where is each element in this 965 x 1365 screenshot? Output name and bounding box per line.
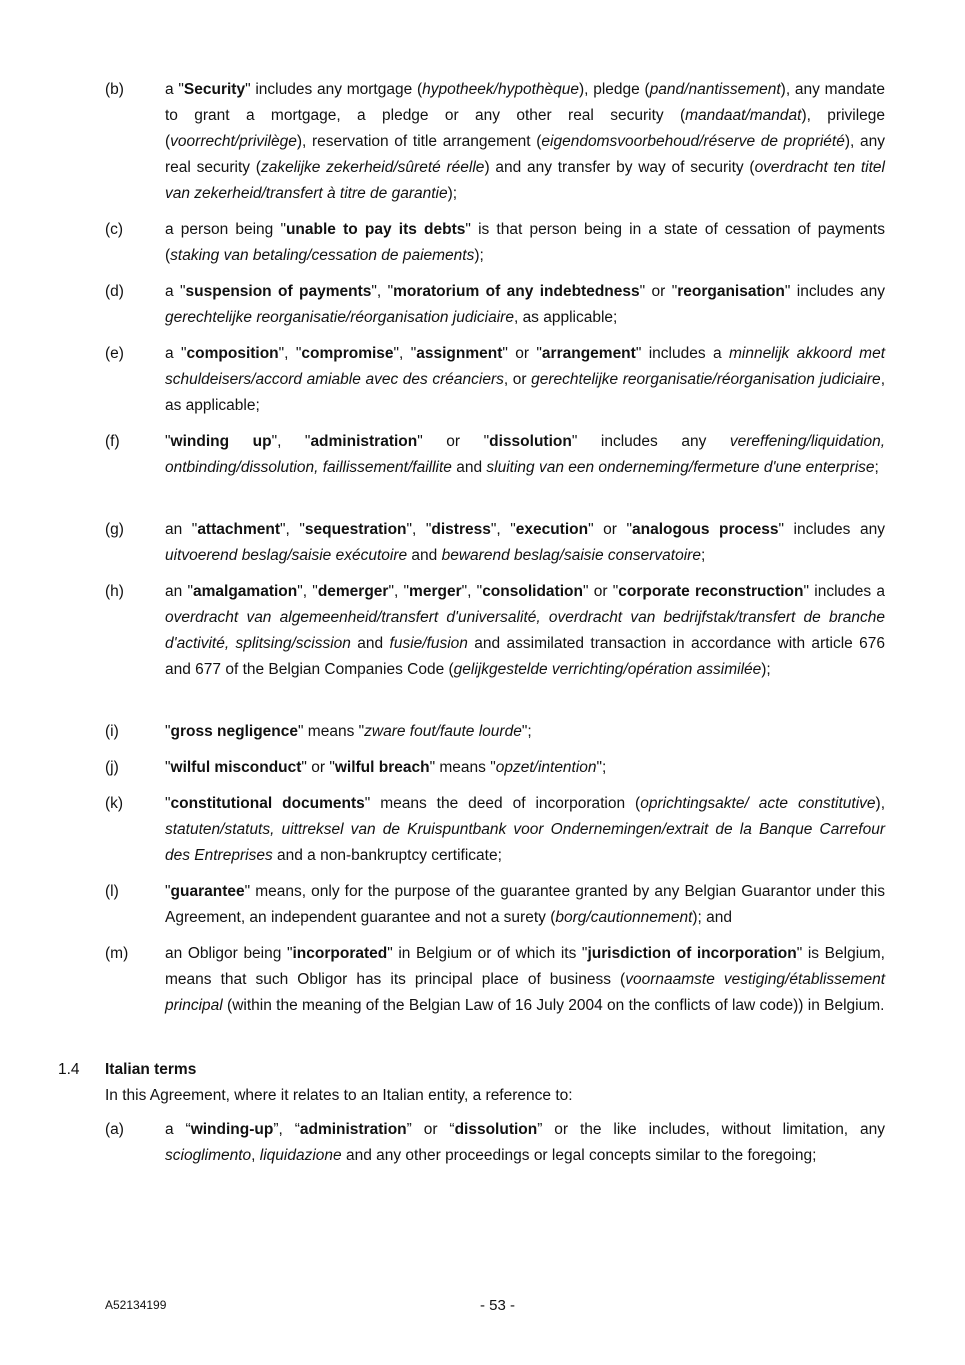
defined-term: administration [299, 1121, 407, 1138]
foreign-term: gerechtelijke reorganisatie/réorganisation judiciaire [531, 371, 881, 388]
text-run: ), [875, 795, 885, 812]
text-run: ", " [280, 521, 305, 538]
foreign-term: liquidazione [259, 1147, 342, 1164]
defined-term: administration [310, 433, 418, 450]
text-run: ); [447, 185, 458, 202]
text-run: ", " [297, 583, 318, 600]
text-run: and a non-bankruptcy certificate; [272, 847, 502, 864]
text-run: " [165, 883, 171, 900]
text-run: ", " [388, 583, 410, 600]
foreign-term: oprichtingsakte/ acte constitutive [640, 795, 876, 812]
text-run: " [165, 795, 171, 812]
clause-item-g [105, 517, 885, 569]
text-run: a " [165, 345, 187, 362]
defined-term: guarantee [170, 883, 245, 900]
clause-item-l [105, 879, 885, 931]
text-run: , as applicable; [513, 309, 618, 326]
clause-text [165, 77, 885, 207]
clause-text [165, 279, 885, 331]
text-run: ", " [406, 521, 432, 538]
defined-term: attachment [197, 521, 280, 538]
clause-text [165, 941, 885, 1019]
text-run: " includes any [778, 521, 885, 538]
defined-term: suspension of payments [185, 283, 372, 300]
clause-label: (f) [105, 433, 120, 450]
text-run: " means " [298, 723, 365, 740]
text-run: a " [165, 81, 184, 98]
text-run: ” or the like includes, without limitation, any [537, 1121, 886, 1138]
defined-term: corporate reconstruction [618, 583, 804, 600]
defined-term: jurisdiction of incorporation [587, 945, 797, 962]
defined-term: wilful breach [334, 759, 430, 776]
foreign-term: minnelijk akkoord met schuldeisers/accord amiable avec des créanciers [165, 345, 886, 388]
text-run: "; [596, 759, 607, 776]
foreign-term: pand/nantissement [649, 81, 781, 98]
defined-term: execution [515, 521, 589, 538]
text-run: an " [165, 583, 193, 600]
defined-term: dissolution [454, 1121, 538, 1138]
defined-term: arrangement [541, 345, 636, 362]
defined-term: dissolution [489, 433, 572, 450]
foreign-term: hypotheek/hypothèque [422, 81, 579, 98]
text-run: ), any real security ( [165, 133, 885, 176]
defined-term: sequestration [304, 521, 407, 538]
defined-term: wilful misconduct [170, 759, 302, 776]
defined-term: merger [409, 583, 462, 600]
clause-label: (j) [105, 759, 119, 776]
clause-item-j [105, 755, 885, 781]
text-run: and [350, 635, 390, 652]
defined-term: distress [431, 521, 491, 538]
foreign-term: scioglimento [165, 1147, 252, 1164]
defined-term: moratorium of any indebtedness [393, 283, 640, 300]
text-run: ), pledge ( [578, 81, 650, 98]
clause-text [165, 579, 885, 683]
text-run: " or " [417, 433, 490, 450]
foreign-term: uitvoerend beslag/saisie exécutoire [165, 547, 408, 564]
foreign-term: overdracht van algemeenheid/transfert d'universalité, overdracht van bedrijfstak/transfert de branche d'activité, splitsing/scission [165, 609, 885, 652]
foreign-term: voorrecht/privilège [170, 133, 297, 150]
text-run: " includes a [635, 345, 729, 362]
text-run: ; [700, 547, 706, 564]
clause-item-b [105, 77, 885, 207]
foreign-term: staking van betaling/cessation de paiements [170, 247, 475, 264]
clause-item-e [105, 341, 885, 419]
text-run: " [165, 759, 171, 776]
text-run: a " [165, 283, 186, 300]
defined-term: amalgamation [193, 583, 298, 600]
section-number: 1.4 [58, 1061, 80, 1078]
text-run: ); [761, 661, 771, 678]
page-number: - 53 - [479, 1297, 515, 1314]
clause-text [165, 755, 885, 781]
text-run: an Obligor being " [165, 945, 293, 962]
foreign-term: opzet/intention [495, 759, 597, 776]
clause-text [165, 429, 885, 481]
foreign-term: eigendomsvoorbehoud/réserve de propriété [541, 133, 845, 150]
text-run: " includes a [803, 583, 885, 600]
text-run: " includes any [571, 433, 730, 450]
clause-label: (h) [105, 583, 124, 600]
foreign-term: fusie/fusion [389, 635, 468, 652]
text-run: ); and [692, 909, 733, 926]
text-run: and any other proceedings or legal concepts similar to the foregoing; [341, 1147, 817, 1164]
text-run: a “ [165, 1121, 191, 1138]
clause-item-h [105, 579, 885, 683]
clause-label: (a) [105, 1121, 124, 1138]
text-run: , or [503, 371, 532, 388]
text-run: ), any mandate to grant a mortgage, a pledge or any other real security ( [165, 81, 885, 124]
defined-term: demerger [317, 583, 389, 600]
text-run: and [451, 459, 487, 476]
text-run: " includes any mortgage ( [245, 81, 423, 98]
text-run: a person being " [165, 221, 286, 238]
defined-term: incorporated [292, 945, 388, 962]
document-reference: A52134199 [105, 1298, 167, 1312]
text-run: " or " [588, 521, 632, 538]
defined-term: assignment [416, 345, 503, 362]
clause-text [165, 1117, 885, 1169]
foreign-term: zakelijke zekerheid/sûreté réelle [260, 159, 485, 176]
clause-label: (d) [105, 283, 124, 300]
text-run: and assimilated transaction in accordance with article 676 and 677 of the Belgian Companies Code ( [165, 635, 885, 678]
clause-text [165, 791, 885, 869]
text-run: ", " [490, 521, 516, 538]
text-run: "; [521, 723, 532, 740]
defined-term: gross negligence [170, 723, 298, 740]
text-run: " [165, 433, 171, 450]
clause-item-m [105, 941, 885, 1019]
clause-item-italian-a [105, 1117, 885, 1169]
text-run: ", " [271, 433, 311, 450]
foreign-term: mandaat/mandat [685, 107, 802, 124]
clause-text [165, 341, 885, 419]
clause-item-c [105, 217, 885, 269]
text-run: " or " [301, 759, 335, 776]
text-run: ", " [393, 345, 417, 362]
clause-text [165, 719, 885, 745]
text-run: ” or “ [406, 1121, 455, 1138]
clause-item-i [105, 719, 885, 745]
defined-term: winding-up [190, 1121, 274, 1138]
clause-label: (e) [105, 345, 124, 362]
text-run: ", " [278, 345, 302, 362]
defined-term: constitutional documents [170, 795, 365, 812]
text-run: " is Belgium, means that such Obligor has its principal place of business ( [165, 945, 885, 988]
foreign-term: sluiting van een onderneming/fermeture d'une enterprise [486, 459, 875, 476]
clause-item-k [105, 791, 885, 869]
clause-item-f [105, 429, 885, 481]
text-run: and [407, 547, 442, 564]
text-run: , as applicable; [165, 371, 885, 414]
clause-label: (l) [105, 883, 119, 900]
clause-label: (b) [105, 81, 124, 98]
clause-label: (i) [105, 723, 119, 740]
text-run: " [165, 723, 171, 740]
defined-term: reorganisation [677, 283, 785, 300]
defined-term: consolidation [482, 583, 583, 600]
text-run: " or " [502, 345, 542, 362]
text-run: ; [874, 459, 879, 476]
defined-term: analogous process [631, 521, 779, 538]
foreign-term: borg/cautionnement [555, 909, 693, 926]
foreign-term: gerechtelijke reorganisatie/réorganisation judiciaire [165, 309, 514, 326]
text-run: an " [165, 521, 198, 538]
text-run: " includes any [784, 283, 886, 300]
text-run: ); [474, 247, 484, 264]
text-run: ) and any transfer by way of security ( [484, 159, 755, 176]
defined-term: winding up [170, 433, 272, 450]
foreign-term: zware fout/faute lourde [364, 723, 522, 740]
clause-label: (g) [105, 521, 124, 538]
foreign-term: gelijkgestelde verrichting/opération assimilée [453, 661, 762, 678]
text-run: , [251, 1147, 260, 1164]
text-run: " in Belgium or of which its " [387, 945, 588, 962]
clause-label: (m) [105, 945, 129, 962]
clause-label: (k) [105, 795, 124, 812]
text-run: " is that person being in a state of cessation of payments ( [165, 221, 885, 264]
section-intro: In this Agreement, where it relates to an Italian entity, a reference to: [105, 1087, 573, 1104]
text-run: ", " [461, 583, 483, 600]
clause-text [165, 517, 885, 569]
clause-text [165, 217, 885, 269]
defined-term: unable to pay its debts [285, 221, 466, 238]
clause-text [165, 879, 885, 931]
foreign-term: vereffening/liquidation, ontbinding/dissolution, faillissement/faillite [165, 433, 885, 476]
text-run: ", " [371, 283, 394, 300]
text-run: " means, only for the purpose of the guarantee granted by any Belgian Guarantor under this Agreement, an independent guarantee and not a surety ( [165, 883, 885, 926]
section-title: Italian terms [105, 1061, 197, 1078]
text-run: (within the meaning of the Belgian Law of 16 July 2004 on the conflicts of law code)) in Belgium. [222, 997, 885, 1014]
text-run: " or " [639, 283, 678, 300]
foreign-term: voornaamste vestiging/établissement principal [165, 971, 885, 1014]
foreign-term: overdracht ten titel van zekerheid/transfert à titre de garantie [165, 159, 885, 202]
text-run: " or " [582, 583, 619, 600]
text-run: " means " [429, 759, 496, 776]
text-run: ”, “ [273, 1121, 300, 1138]
clause-label: (c) [105, 221, 124, 238]
defined-term: composition [186, 345, 279, 362]
defined-term: Security [183, 81, 246, 98]
text-run: ), reservation of title arrangement ( [296, 133, 542, 150]
text-run: ), privilege ( [165, 107, 886, 150]
foreign-term: bewarend beslag/saisie conservatoire [441, 547, 701, 564]
foreign-term: statuten/statuts, uittreksel van de Kruispuntbank voor Ondernemingen/extrait de la Banque Carrefour des Entreprises [165, 821, 885, 864]
defined-term: compromise [301, 345, 394, 362]
clause-item-d [105, 279, 885, 331]
text-run: " means the deed of incorporation ( [364, 795, 641, 812]
